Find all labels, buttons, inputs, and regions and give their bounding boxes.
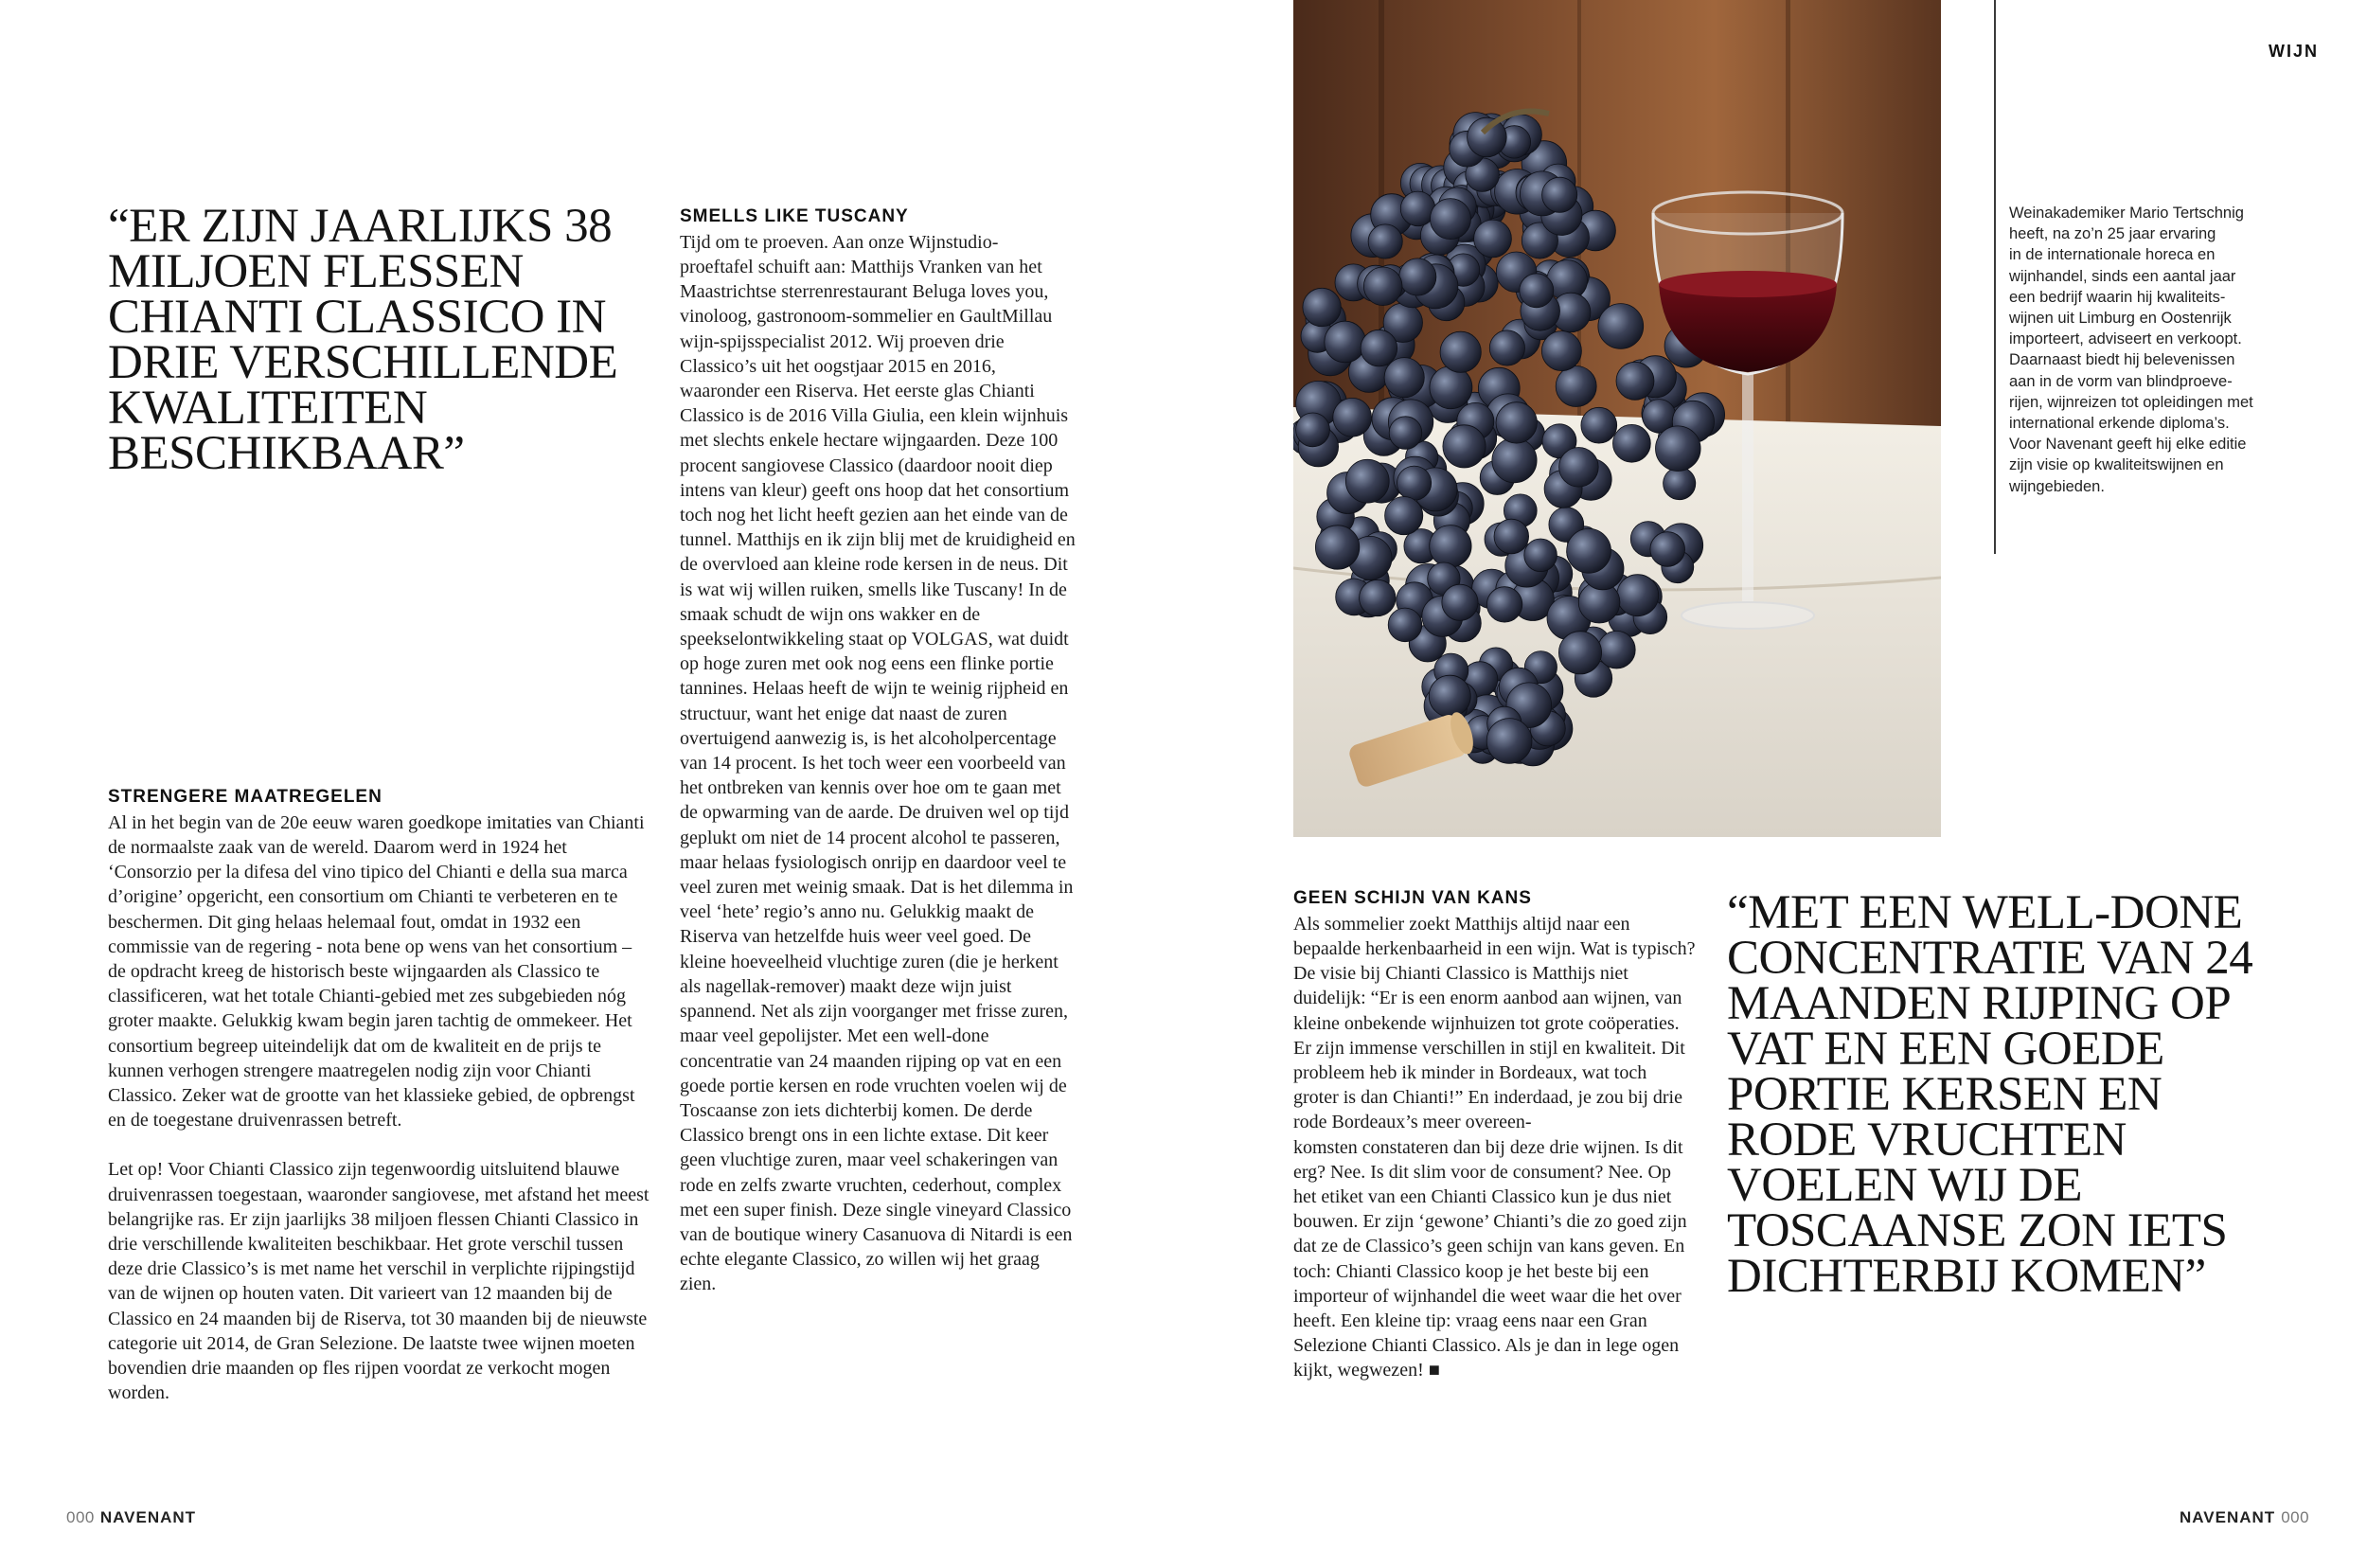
page-number-right: 000 [2281,1508,2310,1526]
magazine-name-right: NAVENANT [2180,1508,2276,1526]
body-paragraph: Tijd om te proeven. Aan onze Wijnstudio- proeftafel schuift aan: Matthijs Vranken van het Maastrichtse sterrenrestaurant Beluga loves you, vinoloog, gastronoom-sommelier en GaultMillau wijn-spijsspecialist 2012. Wij proeven drie Classico’s uit het oogstjaar 2015 en 2016, waaronder een Riserva. Het eerste glas Chianti Classico is de 2016 Villa Giulia, een klein wijnhuis met slechts enkele hectare wijngaarden. Deze 100 procent sangiovese Classico (daardoor nooit diep intens van kleur) geeft ons hoop dat het consortium toch nog het licht heeft gezien aan het einde van de tunnel. Matthijs en ik zijn blij met de kruidigheid en de overvloed aan kleine rode kersen in de neus. Dit is wat wij willen ruiken, smells like Tuscany! In de smaak schudt de wijn ons wakker en de speekselontwikkeling staat op VOLGAS, wat duidt op hoge zuren met ook nog eens een flinke portie tannines. Helaas heeft de wijn te weinig rijpheid en structuur, want het enige dat naast de zuren overtuigend aanwezig is, is het alcoholpercentage van 14 procent. Is het toch weer een voorbeeld van het ontbreken van kennis over hoe om te gaan met de opwarming van de aarde. De druiven wel op tijd geplukt om niet de 14 procent alcohol te passeren, maar helaas fysiologisch onrijp en daardoor veel te veel zuren met weinig smaak. Dat is het dilemma in veel ‘hete’ regio’s anno nu. Gelukkig maakt de Riserva van hetzelfde huis weer veel goed. De kleine hoeveelheid vluchtige zuren (die je herkent als nagellak-remover) maakt deze wijn juist spannend. Net als zijn voorganger met frisse zuren, maar veel gepolijster. Met een well-done concentratie van 24 maanden rijping op vat en een goede portie kersen en rode vruchten voelen wij de Toscaanse zon iets dichterbij komen. De derde Classico brengt ons in een lichte extase. Dit keer geen vluchtige zuren, maar veel schakeringen van rode en zelfs zwarte vruchten, cederhout, complex met een super finish. Deze single vineyard Classico van de boutique winery Casanuova di Nitardi is een echte elegante Classico, zo willen wij het graag zien. [680,231,1076,1295]
body-paragraph: Let op! Voor Chianti Classico zijn tegenwoordig uitsluitend blauwe druivenrassen toegestaan, waaronder sangiovese, met afstand het meest belangrijke ras. Er zijn jaarlijks 38 miljoen flessen Chianti Classico in drie verschillende kwaliteiten beschikbaar. Het grote verschil tussen deze drie Classico’s is met name het verschil in verplichte rijpingstijd van de wijnen op houten vaten. Dit varieert van 12 maanden bij de Classico en 24 maanden bij de Riserva, tot 30 maanden bij de nieuwste categorie uit 2014, de Gran Selezione. De laatste twee wijnen moeten bovendien drie maanden op fles rijpen voordat ze verkocht mogen worden. [108,1159,650,1404]
section-heading-maatregelen: STRENGERE MAATREGELEN [108,787,383,807]
footer-left [61,1508,196,1527]
pull-quote-right: “MET EEN WELL-DONE CONCENTRATIE VAN 24 MAANDEN RIJPING OP VAT EN EEN GOEDE PORTIE KERSEN EN RODE VRUCHTEN VOELEN WIJ DE TOSCAANSE ZON IETS DICHTERBIJ KOMEN” [1727,886,2253,1303]
section-label: WIJN [2269,42,2319,61]
section-heading-kans: GEEN SCHIJN VAN KANS [1293,888,1532,908]
article-column-1 [108,787,652,1405]
article-column-3 [1293,888,1696,1383]
footer-right [2180,1508,2315,1527]
wine-grapes-photo [1293,0,1941,837]
body-paragraph: Als sommelier zoekt Matthijs altijd naar een bepaalde herkenbaarheid in een wijn. Wat is typisch? De visie bij Chianti Classico is Matthijs niet duidelijk: “Er is een enorm aanbod aan wijnen, van kleine onbekende wijnhuizen tot grote coöperaties. Er zijn immense verschillen in stijl en kwaliteit. Dit probleem heb ik minder in Bordeaux, wat toch groter is dan Chianti!” En inderdaad, je zou bij drie rode Bordeaux’s meer overeen- komsten constateren dan bij deze drie wijnen. Is dit erg? Nee. Is dit slim voor de consument? Nee. Op het etiket van een Chianti Classico kun je dus niet bouwen. Er zijn ‘gewone’ Chianti’s die zo goed zijn dat ze de Classico’s geen schijn van kans geven. En toch: Chianti Classico koop je het beste bij een importeur of wijnhandel die weet waar die het over heeft. Een kleine tip: vraag eens naar een Gran Selezione Chianti Classico. Als je dan in lege ogen kijkt, wegwezen! ■ [1293,913,1696,1381]
page-number-left: 000 [66,1508,95,1526]
pull-quote-left: “ER ZIJN JAARLIJKS 38 MILJOEN FLESSEN CHIANTI CLASSICO IN DRIE VERSCHILLENDE KWALITEITEN BESCHIKBAAR” [108,200,618,480]
magazine-name-left: NAVENANT [99,1508,197,1526]
body-paragraph: Al in het begin van de 20e eeuw waren goedkope imitaties van Chianti de normaalste zaak van de wereld. Daarom werd in 1924 het ‘Consorzio per la difesa del vino tipico del Chianti e della sua marca d’origine’ opgericht, een consortium om Chianti te verbeteren en te beschermen. Dit ging helaas helemaal fout, omdat in 1932 een commissie van de regering - nota bene op wens van het consortium – de opdracht kreeg de historisch beste wijngaarden als Classico te classificeren, wat het totale Chianti-gebied met zes subgebieden nóg groter maakte. Gelukkig kwam begin jaren tachtig de ommekeer. Het consortium begreep uiteindelijk dat om de kwaliteit en de prijs te kunnen verhogen strengere maatregelen nodig zijn voor Chianti Classico. Zeker wat de grootte van het klassieke gebied, de opbrengst en de toegestane druivenrassen betreft. [108,811,645,1131]
author-bio: Weinakademiker Mario Tertschnig heeft, na zo’n 25 jaar ervaring in de internationale horeca en wijnhandel, sinds een aantal jaar een bedrijf waarin hij kwaliteits- wijnen uit Limburg en Oostenrijk importeert, adviseert en verkoopt. Daarnaast biedt hij belevenissen aan in de vorm van blindproeve- rijen, wijnreizen tot opleidingen met international erkende diploma’s. Voor Navenant geeft hij elke editie zijn visie op kwaliteitswijnen en wijngebieden. [2009,205,2253,495]
section-heading-tuscany: SMELLS LIKE TUSCANY [680,206,909,226]
article-column-2 [680,206,1077,1297]
sidebar-divider [1994,0,1996,554]
